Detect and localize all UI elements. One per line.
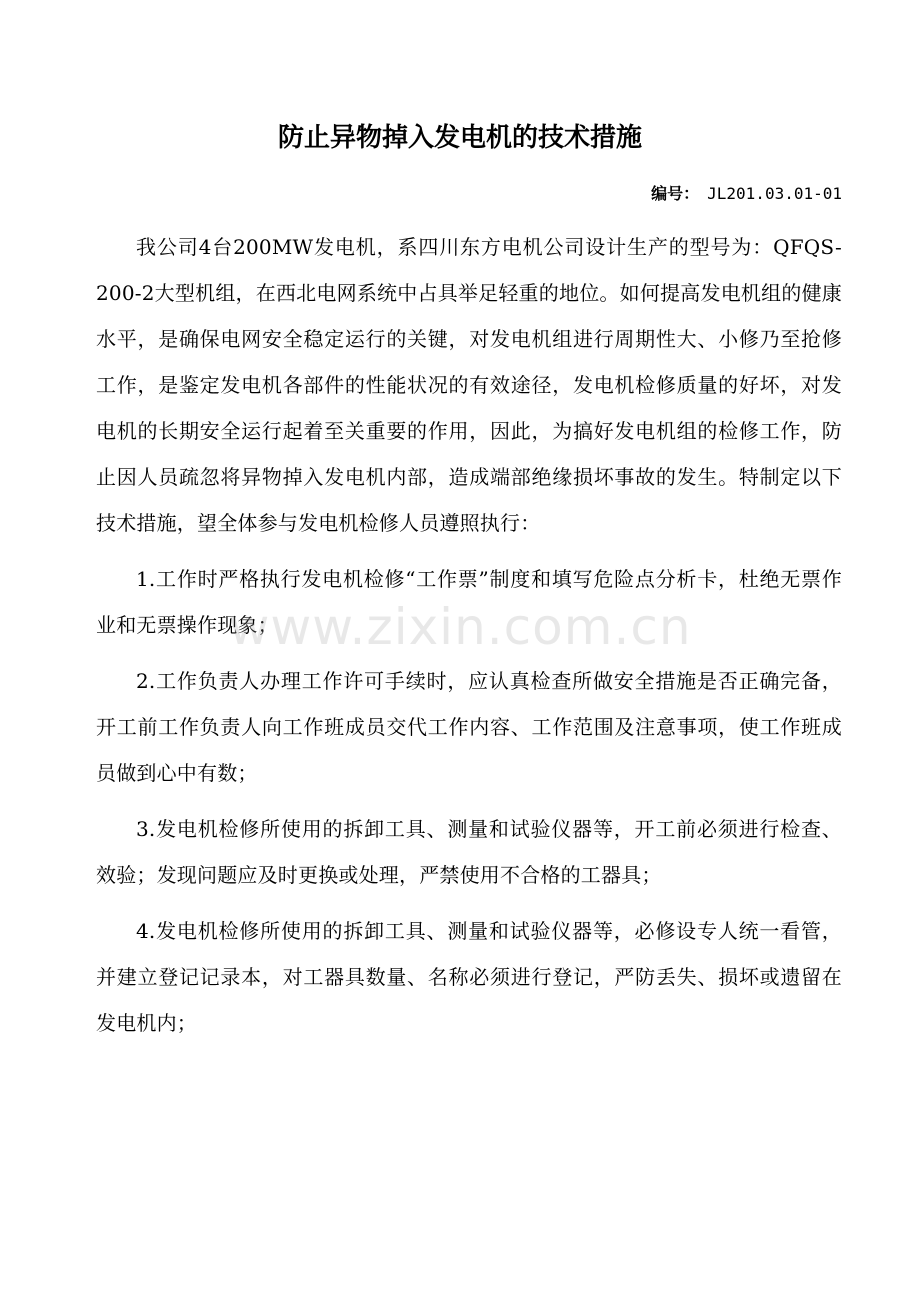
measure-item-4: 4.发电机检修所使用的拆卸工具、测量和试验仪器等，必修设专人统一看管，并建立登记记录本，对工器具数量、名称必须进行登记，严防丢失、损坏或遗留在发电机内； [96, 919, 842, 1035]
document-body [96, 224, 842, 1046]
document-number [651, 182, 842, 206]
measure-item-2: 2.工作负责人办理工作许可手续时，应认真检查所做安全措施是否正确完备，开工前工作负责人向工作班成员交代工作内容、工作范围及注意事项，使工作班成员做到心中有数； [96, 669, 842, 785]
document-title: 防止异物掉入发电机的技术措施 [277, 123, 642, 153]
document-number-value: JL201.03.01-01 [707, 184, 842, 203]
watermark: www.zixin.com.cn [228, 598, 692, 656]
intro-paragraph: 我公司4台200MW发电机，系四川东方电机公司设计生产的型号为：QFQS-200-2大型机组，在西北电网系统中占具举足轻重的地位。如何提高发电机组的健康水平，是确保电网安全稳定运行的关键，对发电机组进行周期性大、小修乃至抢修工作，是鉴定发电机各部件的性能状况的有效途径，发电机检修质量的好坏，对发电机的长期安全运行起着至关重要的作用，因此，为搞好发电机组的检修工作，防止因人员疏忽将异物掉入发电机内部，造成端部绝缘损坏事故的发生。特制定以下技术措施，望全体参与发电机检修人员遵照执行： [96, 235, 842, 535]
measure-item-1: 1.工作时严格执行发电机检修“工作票”制度和填写危险点分析卡，杜绝无票作业和无票操作现象； [96, 567, 842, 637]
document-number-label: 编号： [651, 184, 700, 203]
measure-item-3: 3.发电机检修所使用的拆卸工具、测量和试验仪器等，开工前必须进行检查、效验；发现问题应及时更换或处理，严禁使用不合格的工器具； [96, 817, 842, 887]
